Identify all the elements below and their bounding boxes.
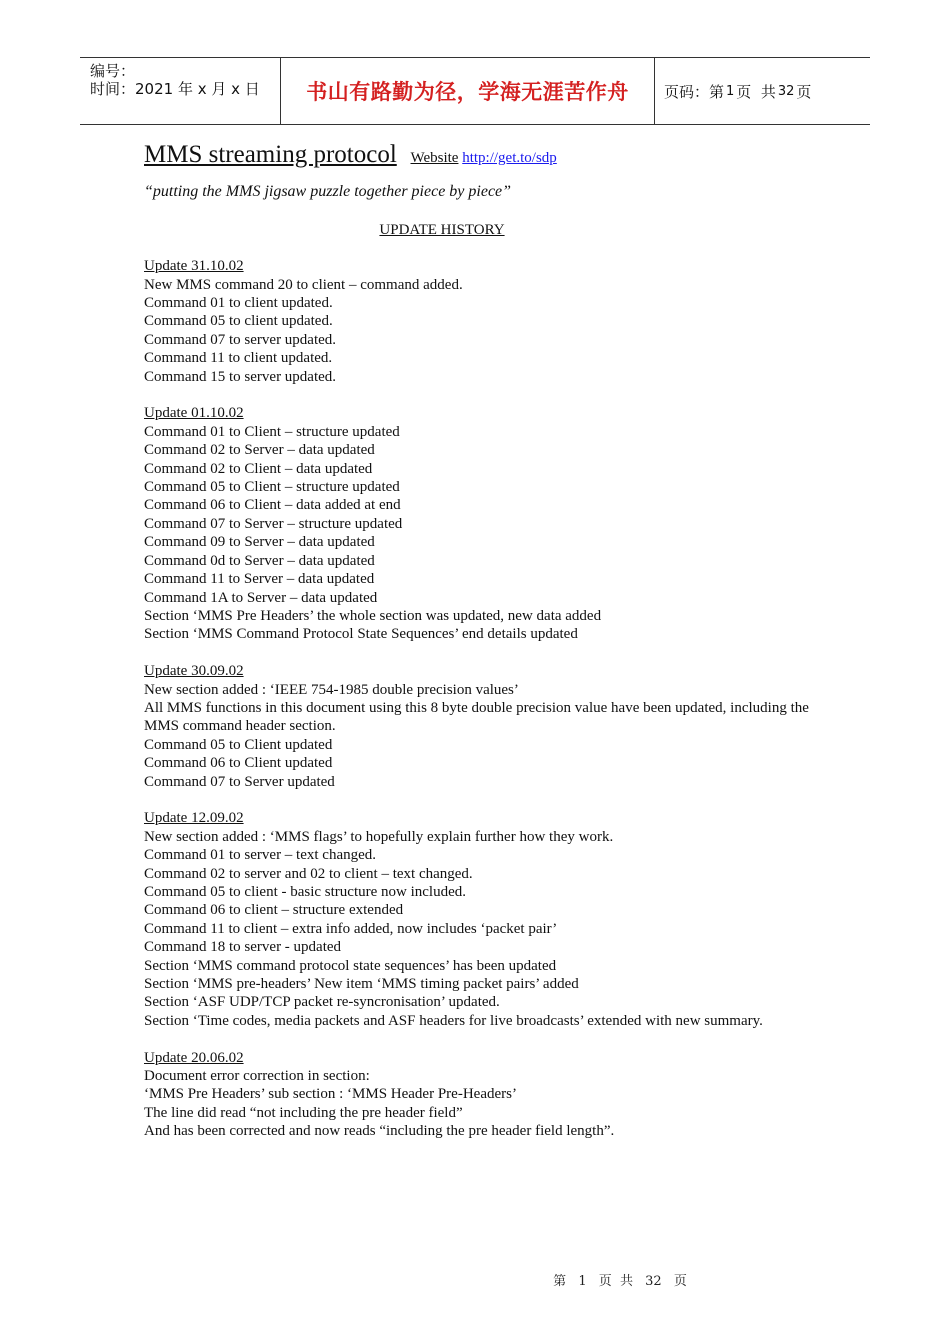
update-history-heading: UPDATE HISTORY [379, 221, 505, 238]
update-title: Update 12.09.02 [144, 810, 244, 827]
title-line [144, 141, 824, 168]
update-title: Update 01.10.02 [144, 405, 244, 422]
update-line: Section ‘ASF UDP/TCP packet re-syncronisation’ updated. [144, 994, 500, 1011]
update-line: Command 05 to Client – structure updated [144, 479, 400, 496]
update-line: Command 07 to server updated. [144, 331, 337, 348]
document-body [144, 141, 824, 1159]
update-section [144, 257, 824, 386]
footer-suffix: 页 [673, 1274, 687, 1289]
page-current: 1 [726, 83, 735, 99]
update-line: Command 07 to Server – structure updated [144, 515, 403, 532]
update-line: Command 02 to server and 02 to client – text changed. [144, 865, 473, 882]
update-line: New section added : ‘IEEE 754-1985 double precision values’ [144, 681, 519, 698]
header-page-indicator [655, 58, 870, 124]
update-line: Section ‘Time codes, media packets and ASF headers for live broadcasts’ extended with new summary. [144, 1012, 763, 1029]
update-line: Command 11 to client – extra info added, now includes ‘packet pair’ [144, 920, 558, 937]
page-label-suffix: 页 [796, 82, 812, 101]
update-section [144, 1049, 824, 1141]
update-line: Command 06 to Client – data added at end [144, 497, 401, 514]
update-line: Command 1A to Server – data updated [144, 589, 378, 606]
update-title: Update 31.10.02 [144, 258, 244, 275]
update-line: Command 06 to Client updated [144, 755, 333, 772]
update-line: Section ‘MMS Command Protocol State Sequences’ end details updated [144, 626, 578, 643]
footer-prefix: 第 [553, 1274, 567, 1289]
update-line: Command 05 to Client updated [144, 736, 333, 753]
footer-mid: 页 共 [598, 1274, 633, 1289]
footer-total-pages: 32 [645, 1274, 662, 1289]
update-line: Section ‘MMS pre-headers’ New item ‘MMS timing packet pairs’ added [144, 976, 579, 993]
update-title: Update 20.06.02 [144, 1049, 244, 1066]
update-line: Command 11 to Server – data updated [144, 571, 375, 588]
update-line: Command 01 to Client – structure updated [144, 423, 400, 440]
page-total: 32 [777, 83, 795, 99]
update-line: Command 0d to Server – data updated [144, 552, 375, 569]
update-line: Section ‘MMS Pre Headers’ the whole section was updated, new data added [144, 607, 602, 624]
update-line: All MMS functions in this document using this 8 byte double precision value have been updated, including the MMS command header section. [144, 699, 809, 735]
page-footer [0, 1270, 950, 1289]
header-motto: 书山有路勤为径，学海无涯苦作舟 [281, 58, 655, 124]
update-section [144, 662, 824, 791]
update-section [144, 404, 824, 643]
update-line: Command 02 to Server – data updated [144, 442, 375, 459]
update-line: Command 05 to client - basic structure now included. [144, 883, 467, 900]
update-line: Command 01 to server – text changed. [144, 847, 377, 864]
update-line: The line did read “not including the pre header field” [144, 1104, 463, 1121]
update-line: Command 11 to client updated. [144, 350, 333, 367]
update-line: Command 01 to client updated. [144, 295, 333, 312]
update-line: Command 07 to Server updated [144, 773, 335, 790]
update-line: Command 06 to client – structure extended [144, 902, 404, 919]
update-line: New MMS command 20 to client – command added. [144, 276, 463, 293]
website-label: Website [410, 150, 459, 166]
page-header-table [80, 57, 870, 125]
document-title: MMS streaming protocol [144, 141, 397, 168]
update-line: Command 02 to Client – data updated [144, 460, 373, 477]
footer-current-page: 1 [578, 1274, 587, 1289]
update-line: Section ‘MMS command protocol state sequences’ has been updated [144, 957, 557, 974]
update-line: Command 05 to client updated. [144, 313, 333, 330]
document-number-label: 编号： [90, 62, 136, 80]
tagline: “putting the MMS jigsaw puzzle together piece by piece” [144, 183, 512, 201]
update-line: Command 18 to server - updated [144, 939, 342, 956]
update-line: Document error correction in section: [144, 1068, 370, 1085]
update-line: And has been corrected and now reads “including the pre header field length”. [144, 1123, 615, 1140]
document-time-label: 时间：2021 年 x 月 x 日 [90, 80, 260, 98]
update-title: Update 30.09.02 [144, 663, 244, 680]
page-label-mid: 页 共 [736, 82, 776, 101]
page-label-prefix: 页码：第 [664, 82, 725, 101]
header-meta-cell [80, 58, 281, 124]
update-section [144, 809, 824, 1030]
update-history-list [144, 257, 824, 1140]
update-line: ‘MMS Pre Headers’ sub section : ‘MMS Header Pre-Headers’ [144, 1086, 517, 1103]
update-line: Command 09 to Server – data updated [144, 534, 375, 551]
website-link[interactable]: http://get.to/sdp [462, 150, 557, 166]
update-line: New section added : ‘MMS flags’ to hopefully explain further how they work. [144, 828, 614, 845]
update-line: Command 15 to server updated. [144, 368, 337, 385]
